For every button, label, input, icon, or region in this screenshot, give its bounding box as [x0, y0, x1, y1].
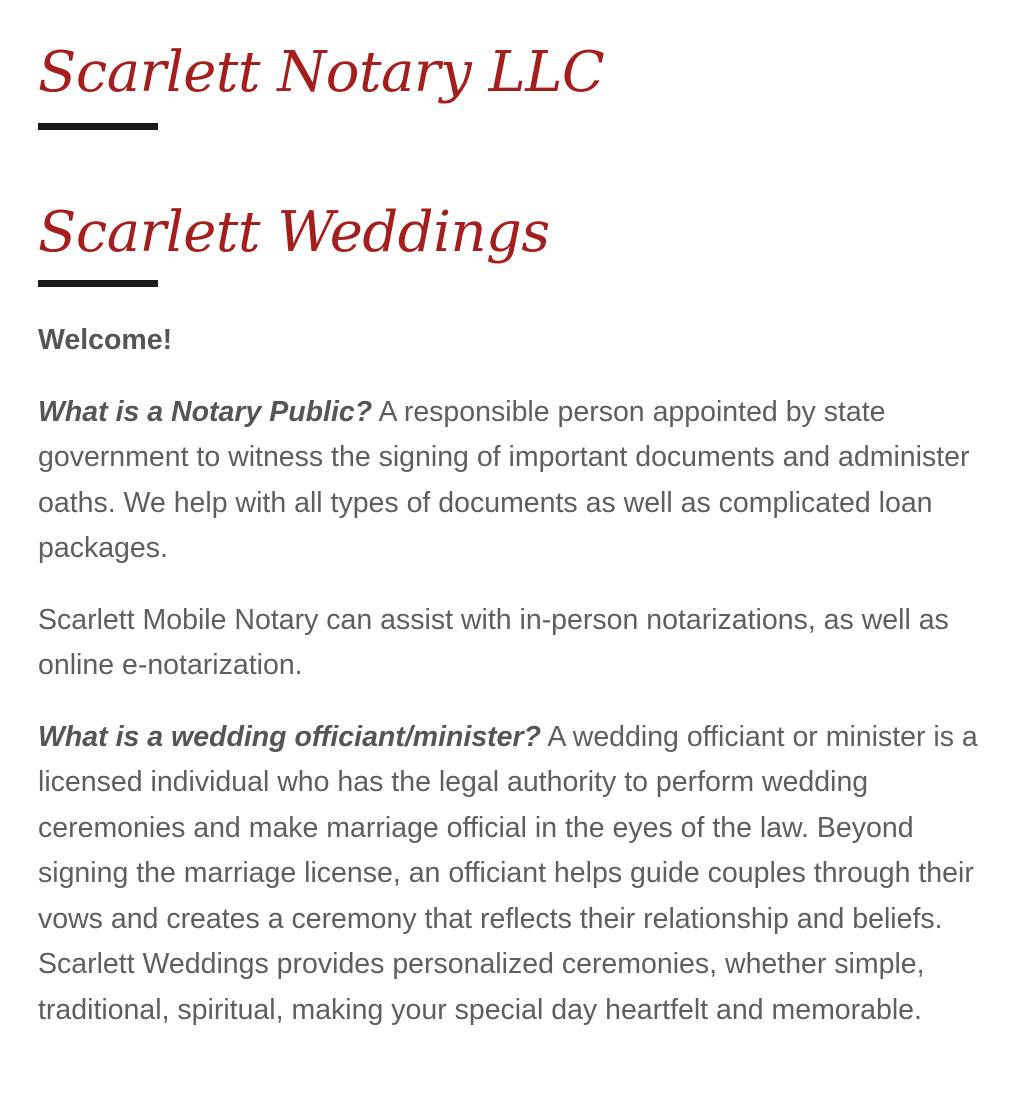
welcome-text: Welcome!	[38, 324, 173, 356]
section-title: Scarlett Weddings	[38, 200, 550, 265]
welcome-paragraph	[38, 318, 998, 364]
notary-question: What is a Notary Public?	[38, 395, 373, 428]
section-underline	[38, 280, 158, 287]
officiant-question: What is a wedding officiant/minister?	[38, 720, 542, 753]
officiant-paragraph	[38, 715, 998, 1034]
title-underline	[38, 123, 158, 130]
notary-paragraph	[38, 390, 998, 572]
mobile-notary-paragraph: Scarlett Mobile Notary can assist with in-person notarizations, as well as online e-notarization.	[38, 603, 949, 681]
officiant-answer: A wedding officiant or minister is a licensed individual who has the legal authority to perform wedding ceremonies and make marriage official in the eyes of the law. Beyond signing the marriage license, an officiant helps guide couples through their vows and creates a ceremony that reflects their relationship and beliefs. Scarlett Weddings provides personalized ceremonies, whether simple, traditional, spiritual, making your special day heartfelt and memorable.	[38, 720, 978, 1026]
content-body	[38, 318, 998, 1059]
site-title: Scarlett Notary LLC	[38, 40, 605, 105]
notary-answer: A responsible person appointed by state government to witness the signing of important documents and administer oaths. We help with all types of documents as well as complicated loan packages.	[38, 395, 970, 564]
